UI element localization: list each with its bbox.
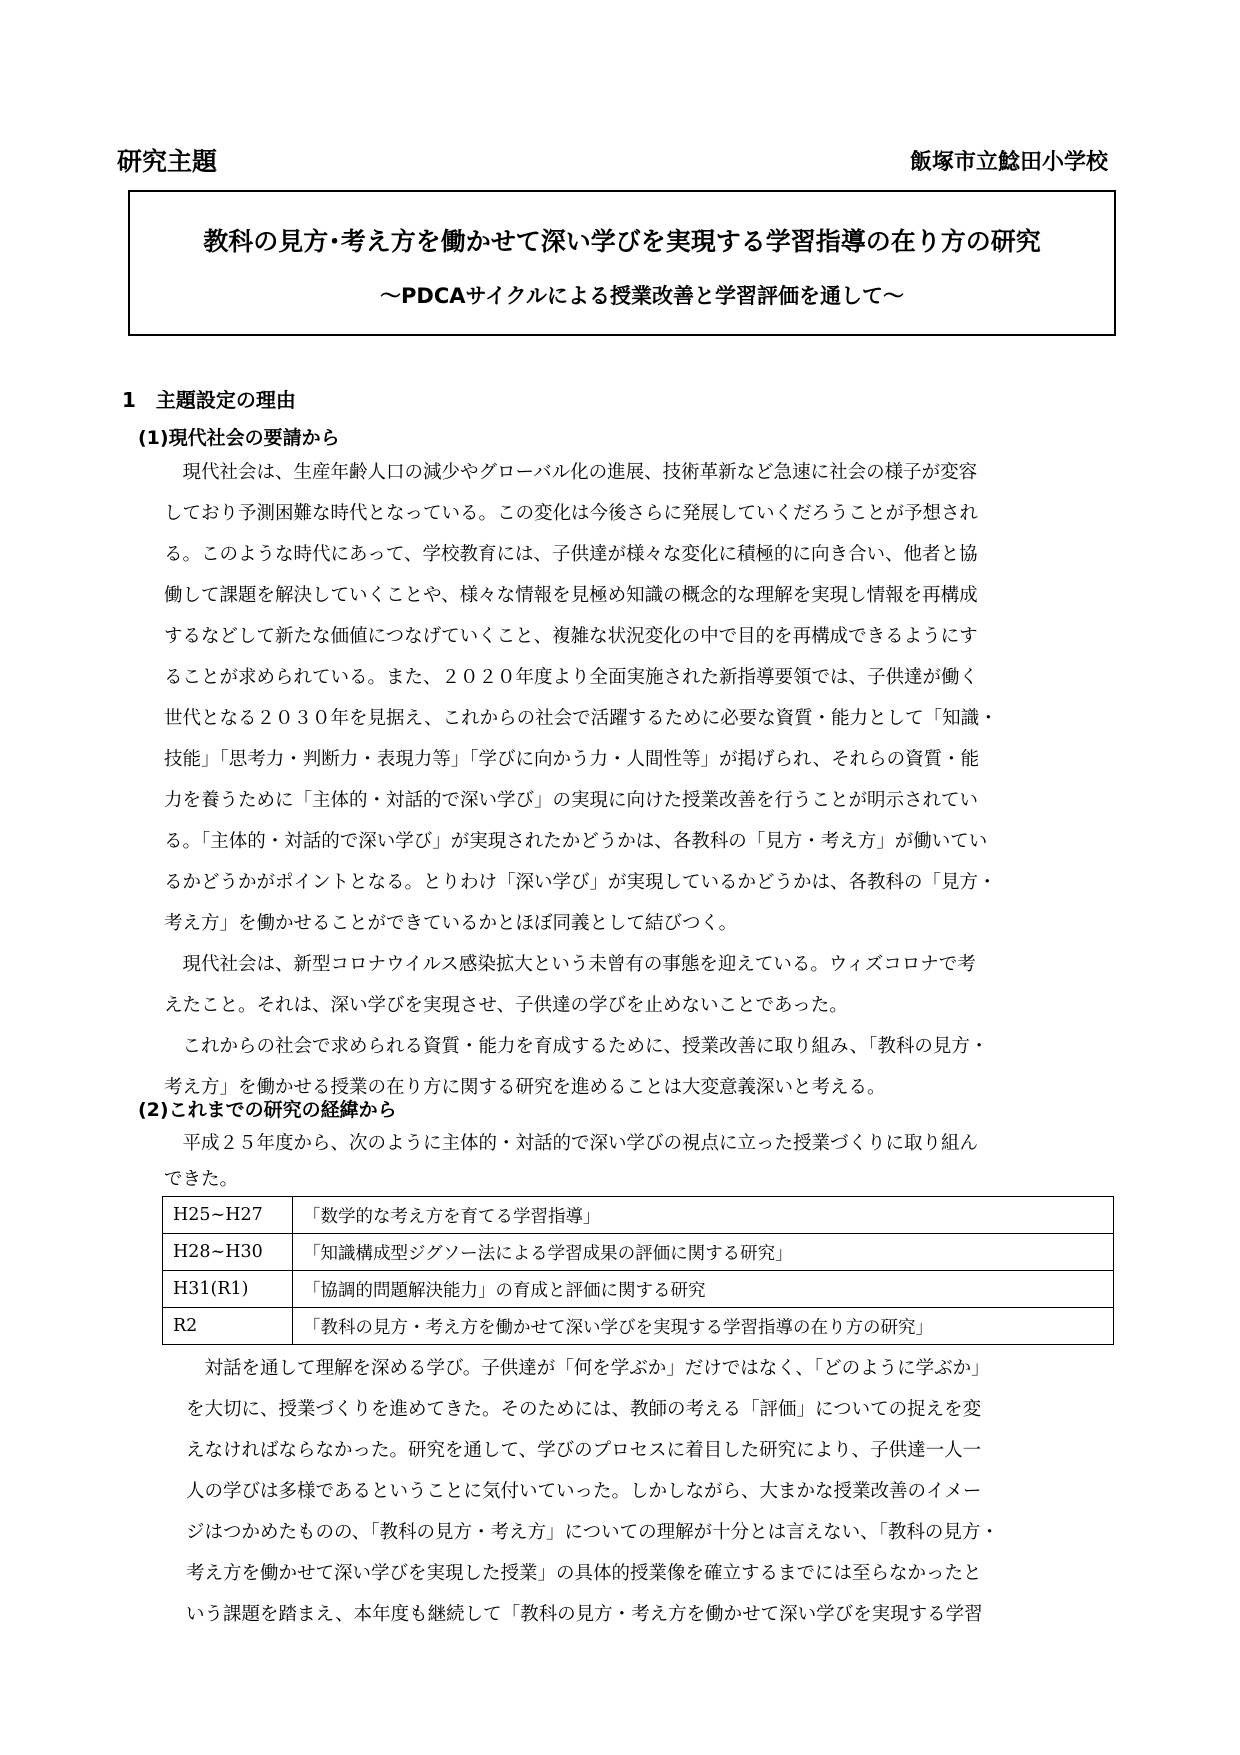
table-row [163,1197,1114,1234]
table-row [163,1234,1114,1271]
table-row [163,1308,1114,1345]
topic-cell: 「知識構成型ジグソー法による学習成果の評価に関する研究」 [293,1234,1114,1271]
text-line: 考え方」を働かせる授業の在り方に関する研究を進めることは大変意義深いと考える。 [164,1077,886,1098]
paragraph-history-body [186,1348,999,1635]
period-cell: H25~H27 [163,1197,293,1234]
text-line: 現代社会は、生産年齢人口の減少やグローバル化の進展、技術革新など急速に社会の様子が変容 [164,462,978,483]
text-line: 世代となる２０３０年を見据え、これからの社会で活躍するために必要な資質・能力として「知識・ [164,708,998,729]
research-history-table [162,1196,1114,1345]
paragraph-history-intro [164,1123,978,1196]
text-line: ることが求められている。また、２０２０年度より全面実施された新指導要領では、子供達が働く [164,667,979,688]
text-line: えなければならなかった。研究を通して、学びのプロセスに着目した研究により、子供達一人一 [186,1440,982,1461]
text-line: これからの社会で求められる資質・能力を育成するために、授業改善に取り組み、「教科の見方・ [164,1036,989,1057]
text-line: 働して課題を解決していくことや、様々な情報を見極め知識の概念的な理解を実現し情報を再構成 [164,585,978,606]
text-line: 考え方」を働かせることができているかとほぼ同義として結びつく。 [164,913,738,934]
paragraph-societal-demands [164,452,998,1108]
topic-cell: 「数学的な考え方を育てる学習指導」 [293,1197,1114,1234]
subsection-heading-1: (1)現代社会の要請から [138,427,340,449]
text-line: しており予測困難な時代となっている。この変化は今後さらに発展していくだろうことが予想され [164,503,979,524]
table-row [163,1271,1114,1308]
text-line: る。このような時代にあって、学校教育には、子供達が様々な変化に積極的に向き合い、他者と協 [164,544,978,565]
text-line: 人の学びは多様であるということに気付いていった。しかしながら、大まかな授業改善のイメー [186,1481,982,1502]
text-line: る。「主体的・対話的で深い学び」が実現されたかどうかは、各教科の「見方・考え方」が働いてい [164,831,988,852]
text-line: ジはつかめたものの、「教科の見方・考え方」についての理解が十分とは言えない、「教科の見方・ [186,1522,999,1543]
section-heading: 1 主題設定の理由 [122,388,296,412]
text-line: 技能」「思考力・判断力・表現力等」「学びに向かう力・人間性等」が掲げられ、それらの資質・能 [164,749,980,770]
text-line: できた。 [164,1169,239,1190]
period-cell: H31(R1) [163,1271,293,1308]
text-line: 対話を通して理解を深める学び。子供達が「何を学ぶか」だけではなく、「どのように学ぶか」 [186,1358,990,1379]
research-title: 教科の見方･考え方を働かせて深い学びを実現する学習指導の在り方の研究 [203,227,1041,256]
topic-cell: 「教科の見方・考え方を働かせて深い学びを実現する学習指導の在り方の研究」 [293,1308,1114,1345]
title-box [128,190,1116,336]
period-cell: R2 [163,1308,293,1345]
text-line: えたこと。それは、深い学びを実現させ、子供達の学びを止めないことであった。 [164,995,848,1016]
text-line: 力を養うために「主体的・対話的で深い学び」の実現に向けた授業改善を行うことが明示されてい [164,790,979,811]
text-line: するなどして新たな価値につなげていくこと、複雑な状況変化の中で目的を再構成できるようにす [164,626,978,647]
topic-cell: 「協調的問題解決能力」の育成と評価に関する研究 [293,1271,1114,1308]
text-line: 現代社会は、新型コロナウイルス感染拡大という未曾有の事態を迎えている。ウィズコロナで考 [164,954,976,975]
text-line: るかどうかがポイントとなる。とりわけ「深い学び」が実現しているかどうかは、各教科の「見方・ [164,872,997,893]
school-name: 飯塚市立鯰田小学校 [909,150,1108,175]
document-label: 研究主題 [117,147,218,176]
text-line: を大切に、授業づくりを進めてきた。そのためには、教師の考える「評価」についての捉えを変 [186,1399,982,1420]
subsection-heading-2: (2)これまでの研究の経緯から [138,1099,397,1121]
period-cell: H28~H30 [163,1234,293,1271]
text-line: 平成２５年度から、次のように主体的・対話的で深い学びの視点に立った授業づくりに取り組ん [164,1133,979,1154]
research-subtitle: ～PDCAサイクルによる授業改善と学習評価を通して～ [380,284,904,308]
text-line: いう課題を踏まえ、本年度も継続して「教科の見方・考え方を働かせて深い学びを実現する学習 [186,1604,983,1625]
text-line: 考え方を働かせて深い学びを実現した授業」の具体的授業像を確立するまでには至らなかったと [186,1563,982,1584]
